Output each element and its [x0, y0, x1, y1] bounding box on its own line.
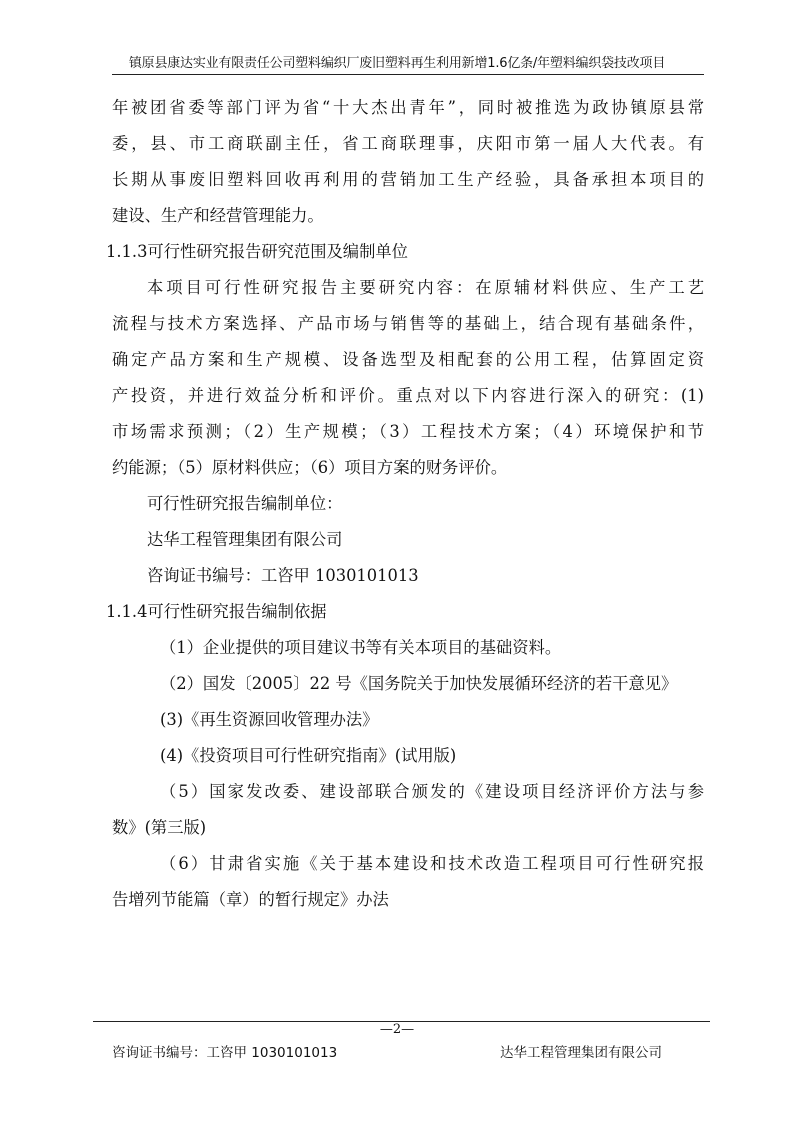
basis-item-6-cont: 告增列节能篇（章）的暂行规定》办法	[112, 890, 389, 909]
basis-item-1: （1）企业提供的项目建议书等有关本项目的基础资料。	[160, 638, 562, 657]
document-body	[106, 90, 704, 918]
section-heading-1-1-3: 1.1.3可行性研究报告研究范围及编制单位	[106, 242, 408, 261]
unit-label: 可行性研究报告编制单位：	[147, 494, 343, 513]
paragraph-line: 市场需求预测；（2）生产规模；（3）工程技术方案；（4）环境保护和节	[112, 422, 704, 441]
basis-item-5-cont: 数》(第三版)	[112, 818, 207, 837]
section-heading-1-1-4: 1.1.4可行性研究报告编制依据	[106, 602, 327, 621]
paragraph-line: 年被团省委等部门评为省“十大杰出青年”，同时被推选为政协镇原县常	[112, 98, 704, 117]
paragraph-line: 委，县、市工商联副主任，省工商联理事，庆阳市第一届人大代表。有	[112, 134, 704, 153]
header-rule	[112, 74, 704, 75]
page-number: —2—	[379, 1022, 415, 1037]
basis-item-6: （6）甘肃省实施《关于基本建设和技术改造工程项目可行性研究报	[160, 854, 704, 873]
paragraph-line: 流程与技术方案选择、产品市场与销售等的基础上，结合现有基础条件，	[112, 314, 704, 333]
cert-number: 咨询证书编号：工咨甲 1030101013	[147, 566, 419, 585]
paragraph-line: 产投资，并进行效益分析和评价。重点对以下内容进行深入的研究：(1)	[112, 386, 704, 405]
basis-item-3: (3)《再生资源回收管理办法》	[160, 710, 379, 729]
paragraph-line: 确定产品方案和生产规模、设备选型及相配套的公用工程，估算固定资	[112, 350, 704, 369]
footer-company: 达华工程管理集团有限公司	[500, 1045, 662, 1061]
paragraph-line: 约能源；（5）原材料供应；（6）项目方案的财务评价。	[112, 458, 508, 477]
paragraph-line: 长期从事废旧塑料回收再利用的营销加工生产经验，具备承担本项目的	[112, 170, 704, 189]
basis-item-4: (4)《投资项目可行性研究指南》(试用版)	[160, 746, 457, 765]
basis-item-2: （2）国发〔2005〕22 号《国务院关于加快发展循环经济的若干意见》	[160, 674, 678, 693]
unit-name: 达华工程管理集团有限公司	[147, 530, 343, 549]
running-header: 镇原县康达实业有限责任公司塑料编织厂废旧塑料再生利用新增1.6亿条/年塑料编织袋技改项目	[128, 56, 666, 71]
paragraph-line: 建设、生产和经营管理能力。	[112, 206, 324, 225]
footer-cert: 咨询证书编号：工咨甲 1030101013	[112, 1045, 338, 1061]
paragraph-line: 本项目可行性研究报告主要研究内容：在原辅材料供应、生产工艺	[147, 278, 704, 297]
basis-item-5: （5）国家发改委、建设部联合颁发的《建设项目经济评价方法与参	[160, 782, 704, 801]
